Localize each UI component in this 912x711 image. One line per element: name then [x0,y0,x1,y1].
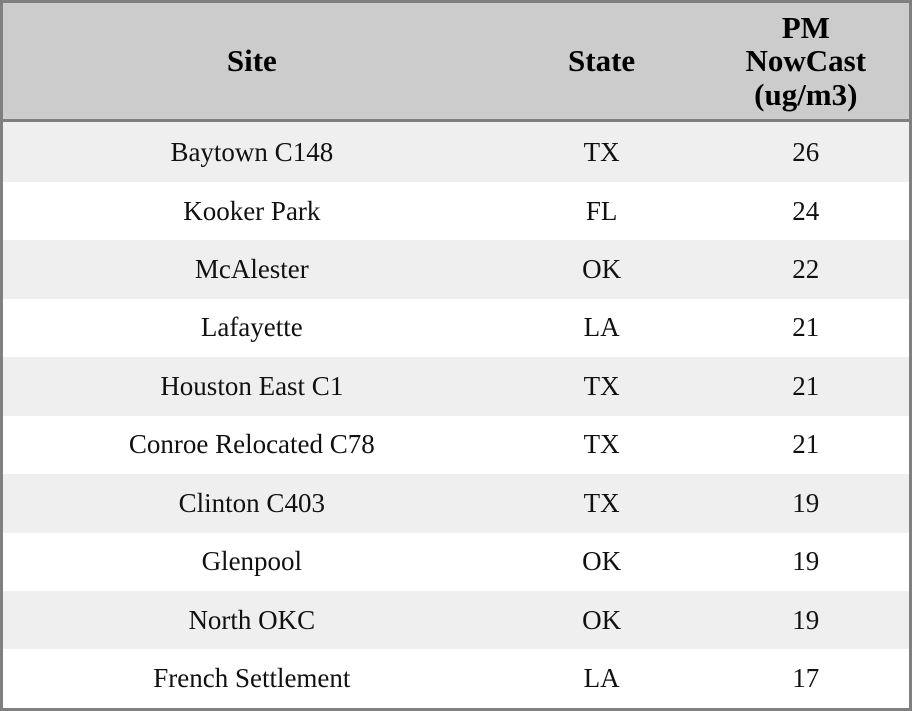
cell-state: TX [501,474,703,532]
table-row [3,649,909,708]
cell-state: FL [501,182,703,240]
cell-state: OK [501,240,703,298]
cell-site: Glenpool [3,533,501,591]
cell-state: OK [501,533,703,591]
cell-state: LA [501,649,703,708]
table-row [3,416,909,474]
column-header-pm-nowcast-line3: (ug/m3) [754,76,858,112]
column-header-site [3,3,501,121]
table-row [3,357,909,415]
cell-state: TX [501,357,703,415]
cell-value: 26 [703,121,909,182]
cell-site: Conroe Relocated C78 [3,416,501,474]
cell-state: OK [501,591,703,649]
table-row [3,299,909,357]
table-row [3,121,909,182]
column-header-pm-nowcast [703,3,909,121]
cell-value: 19 [703,533,909,591]
cell-value: 22 [703,240,909,298]
table-row [3,474,909,532]
column-header-pm-nowcast-line1: PM [781,10,830,45]
table-header-row [3,3,909,121]
air-quality-table [3,3,909,708]
table-row [3,182,909,240]
table-body [3,121,909,708]
cell-value: 21 [703,416,909,474]
cell-site: French Settlement [3,649,501,708]
cell-value: 24 [703,182,909,240]
cell-state: TX [501,416,703,474]
cell-site: Lafayette [3,299,501,357]
cell-value: 19 [703,591,909,649]
cell-state: LA [501,299,703,357]
table-row [3,240,909,298]
cell-state: TX [501,121,703,182]
cell-site: Kooker Park [3,182,501,240]
cell-site: North OKC [3,591,501,649]
cell-value: 17 [703,649,909,708]
cell-site: Houston East C1 [3,357,501,415]
cell-site: Baytown C148 [3,121,501,182]
column-header-pm-nowcast-line2: NowCast [745,43,867,79]
table-header [3,3,909,121]
table-row [3,591,909,649]
column-header-state [501,3,703,121]
cell-value: 21 [703,299,909,357]
cell-site: McAlester [3,240,501,298]
cell-value: 21 [703,357,909,415]
cell-value: 19 [703,474,909,532]
column-header-state-label: State [568,43,636,79]
table-row [3,533,909,591]
cell-site: Clinton C403 [3,474,501,532]
column-header-site-label: Site [226,43,277,79]
